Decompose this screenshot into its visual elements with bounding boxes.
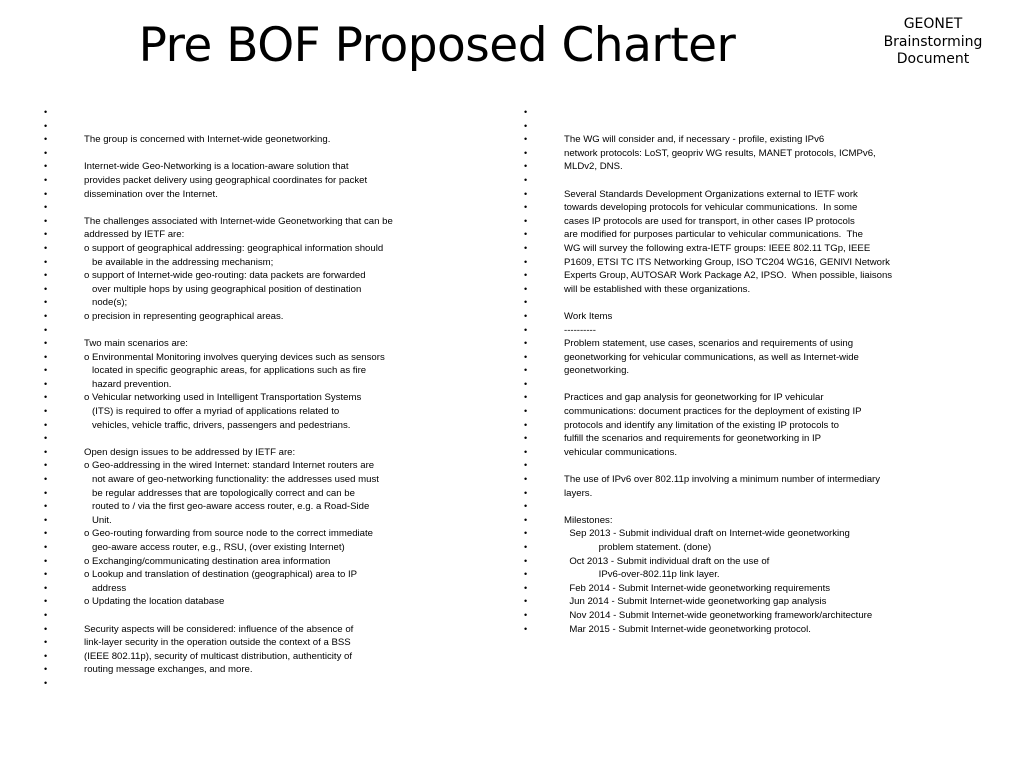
bullet-icon: • (524, 392, 528, 403)
bullet-text: o Lookup and translation of destination (geographical) area to IP (84, 569, 358, 581)
bullet-text: Nov 2014 - Submit Internet-wide geonetworking framework/architecture (564, 609, 873, 621)
bullet-text: address (84, 582, 127, 594)
bullet-text: geonetworking. (564, 365, 630, 377)
bullet-line (520, 473, 950, 487)
bullet-icon: • (44, 501, 48, 512)
bullet-icon: • (44, 338, 48, 349)
bullet-line (520, 215, 950, 229)
bullet-line (520, 500, 950, 514)
bullet-text: are modified for purposes particular to vehicular communications. The (564, 229, 863, 241)
bullet-line (40, 296, 470, 310)
bullet-line (40, 120, 470, 134)
bullet-line (40, 555, 470, 569)
bullet-line (520, 459, 950, 473)
bullet-icon: • (524, 242, 528, 253)
bullet-line (520, 201, 950, 215)
bullet-line (520, 364, 950, 378)
bullet-line (40, 459, 470, 473)
bullet-line (520, 527, 950, 541)
bullet-line (40, 256, 470, 270)
bullet-line (40, 324, 470, 338)
bullet-icon: • (44, 650, 48, 661)
bullet-icon: • (524, 202, 528, 213)
bullet-text: routing message exchanges, and more. (84, 664, 253, 676)
bullet-line (40, 160, 470, 174)
bullet-text: Work Items (564, 310, 613, 322)
bullet-text: geonetworking for vehicular communications, as well as Internet-wide (564, 351, 859, 363)
bullet-line (520, 160, 950, 174)
bullet-text: be regular addresses that are topologically correct and can be (84, 487, 355, 499)
bullet-line (40, 351, 470, 365)
bullet-line (520, 555, 950, 569)
bullet-line (40, 582, 470, 596)
bullet-line (40, 677, 470, 691)
bullet-icon: • (44, 324, 48, 335)
bullet-line (520, 106, 950, 120)
bullet-line (40, 595, 470, 609)
bullet-line (520, 296, 950, 310)
bullet-line (40, 364, 470, 378)
bullet-icon: • (44, 310, 48, 321)
bullet-line (40, 378, 470, 392)
bullet-text: The WG will consider and, if necessary - profile, existing IPv6 (564, 134, 825, 146)
bullet-icon: • (44, 378, 48, 389)
bullet-icon: • (44, 446, 48, 457)
bullet-icon: • (44, 623, 48, 634)
bullet-icon: • (524, 460, 528, 471)
corner-note-line-2: Brainstorming (883, 33, 983, 50)
bullet-icon: • (44, 134, 48, 145)
bullet-icon: • (524, 215, 528, 226)
bullet-text: ---------- (564, 324, 596, 336)
bullet-text: (ITS) is required to offer a myriad of applications related to (84, 406, 340, 418)
bullet-text: towards developing protocols for vehicular communications. In some (564, 202, 858, 214)
bullet-line (520, 120, 950, 134)
bullet-text: problem statement. (done) (564, 542, 712, 553)
bullet-icon: • (44, 569, 48, 580)
bullet-text: Sep 2013 - Submit individual draft on Internet-wide geonetworking (564, 528, 850, 540)
bullet-text: dissemination over the Internet. (84, 188, 218, 200)
bullet-line (40, 500, 470, 514)
bullet-line (520, 133, 950, 147)
bullet-text: not aware of geo-networking functionality: the addresses used must (84, 474, 379, 486)
bullet-icon: • (524, 161, 528, 172)
bullet-line (520, 623, 950, 637)
bullet-text: Unit. (84, 514, 112, 526)
bullet-text: Feb 2014 - Submit Internet-wide geonetworking requirements (564, 582, 831, 594)
bullet-text: o Environmental Monitoring involves querying devices such as sensors (84, 351, 385, 363)
bullet-icon: • (524, 310, 528, 321)
bullet-icon: • (44, 202, 48, 213)
bullet-icon: • (44, 487, 48, 498)
bullet-icon: • (44, 528, 48, 539)
bullet-icon: • (44, 161, 48, 172)
bullet-icon: • (44, 637, 48, 648)
bullet-line (520, 446, 950, 460)
bullet-icon: • (524, 514, 528, 525)
bullet-line (40, 405, 470, 419)
bullet-line (520, 256, 950, 270)
bullet-icon: • (44, 147, 48, 158)
bullet-text: Several Standards Development Organizations external to IETF work (564, 188, 858, 200)
bullet-text: Problem statement, use cases, scenarios and requirements of using (564, 338, 854, 350)
bullet-icon: • (44, 609, 48, 620)
bullet-text: will be established with these organizations. (564, 283, 751, 295)
bullet-icon: • (524, 542, 528, 552)
bullet-text: hazard prevention. (84, 378, 172, 390)
bullet-icon: • (524, 147, 528, 158)
bullet-line (40, 228, 470, 242)
bullet-line (40, 636, 470, 650)
bullet-text: Two main scenarios are: (84, 338, 188, 350)
bullet-text: o Exchanging/communicating destination area information (84, 555, 331, 567)
left-text-column (40, 106, 470, 691)
bullet-icon: • (524, 406, 528, 417)
bullet-text: The use of IPv6 over 802.11p involving a minimum number of intermediary (564, 474, 881, 486)
bullet-line (40, 623, 470, 637)
bullet-icon: • (524, 365, 528, 376)
bullet-line (520, 242, 950, 256)
bullet-line (520, 147, 950, 161)
bullet-line (40, 242, 470, 256)
corner-note (868, 16, 998, 69)
bullet-icon: • (524, 555, 528, 566)
bullet-icon: • (524, 174, 528, 185)
bullet-line (520, 541, 950, 555)
bullet-icon: • (44, 229, 48, 240)
bullet-text: The challenges associated with Internet-wide Geonetworking that can be (84, 215, 393, 227)
bullet-line (520, 324, 950, 338)
bullet-text: over multiple hops by using geographical position of destination (84, 283, 362, 295)
bullet-line (520, 568, 950, 582)
bullet-icon: • (44, 419, 48, 430)
bullet-text: addressed by IETF are: (84, 229, 185, 241)
bullet-line (520, 405, 950, 419)
bullet-text: Internet-wide Geo-Networking is a location-aware solution that (84, 161, 349, 173)
bullet-icon: • (44, 514, 48, 525)
bullet-icon: • (524, 596, 528, 607)
slide-title: Pre BOF Proposed Charter (138, 18, 736, 73)
bullet-line (40, 174, 470, 188)
bullet-icon: • (524, 256, 528, 267)
bullet-line (40, 283, 470, 297)
bullet-line (40, 188, 470, 202)
bullet-line (40, 106, 470, 120)
bullet-text: o precision in representing geographical areas. (84, 310, 284, 322)
bullet-icon: • (524, 229, 528, 240)
bullet-icon: • (524, 528, 528, 539)
bullet-text: cases IP protocols are used for transport, in other cases IP protocols (564, 215, 855, 227)
bullet-line (520, 595, 950, 609)
bullet-line (40, 337, 470, 351)
bullet-icon: • (44, 460, 48, 471)
bullet-text: o Vehicular networking used in Intelligent Transportation Systems (84, 392, 362, 404)
bullet-icon: • (524, 324, 528, 335)
bullet-line (520, 337, 950, 351)
bullet-text: (IEEE 802.11p), security of multicast distribution, authenticity of (84, 650, 353, 662)
bullet-text: WG will survey the following extra-IETF groups: IEEE 802.11 TGp, IEEE (564, 242, 871, 254)
bullet-line (520, 269, 950, 283)
bullet-line (40, 446, 470, 460)
bullet-line (40, 201, 470, 215)
bullet-icon: • (524, 351, 528, 362)
bullet-icon: • (524, 134, 528, 145)
bullet-text: o Geo-addressing in the wired Internet: standard Internet routers are (84, 460, 375, 472)
bullet-text: vehicles, vehicle traffic, drivers, passengers and pedestrians. (84, 419, 351, 431)
bullet-line (520, 487, 950, 501)
bullet-text: layers. (564, 487, 593, 499)
bullet-icon: • (44, 256, 48, 267)
bullet-icon: • (44, 297, 48, 308)
bullet-text: Mar 2015 - Submit Internet-wide geonetworking protocol. (564, 623, 811, 635)
bullet-text: P1609, ETSI TC ITS Networking Group, ISO TC204 WG16, GENIVI Network (564, 256, 890, 268)
bullet-line (40, 541, 470, 555)
bullet-line (520, 514, 950, 528)
bullet-icon: • (44, 677, 48, 688)
bullet-icon: • (44, 215, 48, 226)
bullet-text: Open design issues to be addressed by IETF are: (84, 446, 296, 458)
bullet-icon: • (524, 107, 528, 117)
bullet-icon: • (44, 120, 48, 131)
bullet-icon: • (44, 351, 48, 362)
bullet-text: provides packet delivery using geographical coordinates for packet (84, 174, 368, 186)
bullet-line (520, 283, 950, 297)
bullet-line (40, 650, 470, 664)
bullet-line (40, 432, 470, 446)
bullet-text: network protocols: LoST, geopriv WG results, MANET protocols, ICMPv6, (564, 147, 876, 159)
bullet-icon: • (44, 582, 48, 593)
bullet-icon: • (44, 664, 48, 675)
bullet-icon: • (524, 446, 528, 457)
bullet-icon: • (44, 270, 48, 281)
bullet-line (520, 351, 950, 365)
bullet-icon: • (44, 365, 48, 376)
bullet-line (520, 391, 950, 405)
bullet-icon: • (524, 270, 528, 281)
bullet-line (520, 378, 950, 392)
bullet-line (40, 609, 470, 623)
bullet-line (40, 663, 470, 677)
bullet-line (520, 432, 950, 446)
bullet-text: be available in the addressing mechanism; (84, 256, 274, 268)
bullet-line (40, 419, 470, 433)
bullet-icon: • (524, 569, 528, 580)
bullet-line (40, 215, 470, 229)
bullet-line (40, 568, 470, 582)
bullet-line (40, 310, 470, 324)
bullet-text: Security aspects will be considered: influence of the absence of (84, 623, 354, 635)
bullet-text: protocols and identify any limitation of the existing IP protocols to (564, 419, 839, 431)
bullet-icon: • (44, 188, 48, 199)
bullet-icon: • (44, 283, 48, 294)
bullet-line (520, 228, 950, 242)
bullet-icon: • (44, 542, 48, 552)
bullet-text: Milestones: (564, 514, 613, 526)
bullet-icon: • (524, 474, 528, 485)
bullet-text: Oct 2013 - Submit individual draft on the use of (564, 555, 770, 567)
bullet-icon: • (44, 555, 48, 566)
bullet-text: geo-aware access router, e.g., RSU, (over existing Internet) (84, 542, 345, 553)
bullet-text: o support of geographical addressing: geographical information should (84, 242, 384, 254)
bullet-line (520, 188, 950, 202)
bullet-text: Jun 2014 - Submit Internet-wide geonetworking gap analysis (564, 596, 827, 608)
bullet-line (520, 582, 950, 596)
bullet-text: vehicular communications. (564, 446, 678, 458)
bullet-icon: • (524, 338, 528, 349)
bullet-line (40, 473, 470, 487)
bullet-text: o Updating the location database (84, 596, 225, 608)
bullet-icon: • (44, 596, 48, 607)
bullet-line (40, 487, 470, 501)
bullet-icon: • (44, 242, 48, 253)
bullet-icon: • (44, 474, 48, 485)
bullet-line (520, 609, 950, 623)
bullet-icon: • (524, 623, 528, 634)
right-text-column (520, 106, 950, 636)
bullet-text: o Geo-routing forwarding from source node to the correct immediate (84, 528, 374, 540)
bullet-line (40, 527, 470, 541)
bullet-icon: • (524, 433, 528, 444)
bullet-icon: • (524, 378, 528, 389)
bullet-text: Experts Group, AUTOSAR Work Package A2, IPSO. When possible, liaisons (564, 270, 893, 282)
bullet-text: fulfill the scenarios and requirements for geonetworking in IP (564, 433, 822, 445)
bullet-line (520, 310, 950, 324)
bullet-icon: • (524, 419, 528, 430)
bullet-text: routed to / via the first geo-aware access router, e.g. a Road-Side (84, 501, 370, 513)
bullet-text: communications: document practices for the deployment of existing IP (564, 406, 862, 418)
bullet-icon: • (524, 120, 528, 131)
bullet-icon: • (524, 487, 528, 498)
bullet-line (40, 147, 470, 161)
bullet-text: node(s); (84, 297, 128, 309)
corner-note-line-1: GEONET (903, 16, 963, 32)
bullet-text: Practices and gap analysis for geonetworking for IP vehicular (564, 392, 824, 404)
bullet-line (520, 174, 950, 188)
bullet-text: The group is concerned with Internet-wide geonetworking. (84, 134, 331, 146)
bullet-icon: • (44, 392, 48, 403)
bullet-icon: • (44, 406, 48, 417)
corner-note-line-3: Document (896, 51, 970, 67)
bullet-icon: • (524, 188, 528, 199)
bullet-icon: • (524, 609, 528, 620)
bullet-line (520, 419, 950, 433)
bullet-line (40, 514, 470, 528)
bullet-icon: • (44, 433, 48, 444)
bullet-icon: • (524, 582, 528, 593)
bullet-text: link-layer security in the operation outside the context of a BSS (84, 637, 351, 649)
bullet-icon: • (44, 174, 48, 185)
bullet-text: located in specific geographic areas, for applications such as fire (84, 365, 367, 377)
bullet-text: IPv6-over-802.11p link layer. (564, 569, 720, 581)
bullet-line (40, 133, 470, 147)
bullet-icon: • (524, 283, 528, 294)
bullet-icon: • (44, 107, 48, 117)
bullet-line (40, 269, 470, 283)
bullet-text: MLDv2, DNS. (564, 161, 623, 173)
bullet-line (40, 391, 470, 405)
bullet-text: o support of Internet-wide geo-routing: data packets are forwarded (84, 270, 366, 282)
bullet-icon: • (524, 501, 528, 512)
bullet-icon: • (524, 297, 528, 308)
